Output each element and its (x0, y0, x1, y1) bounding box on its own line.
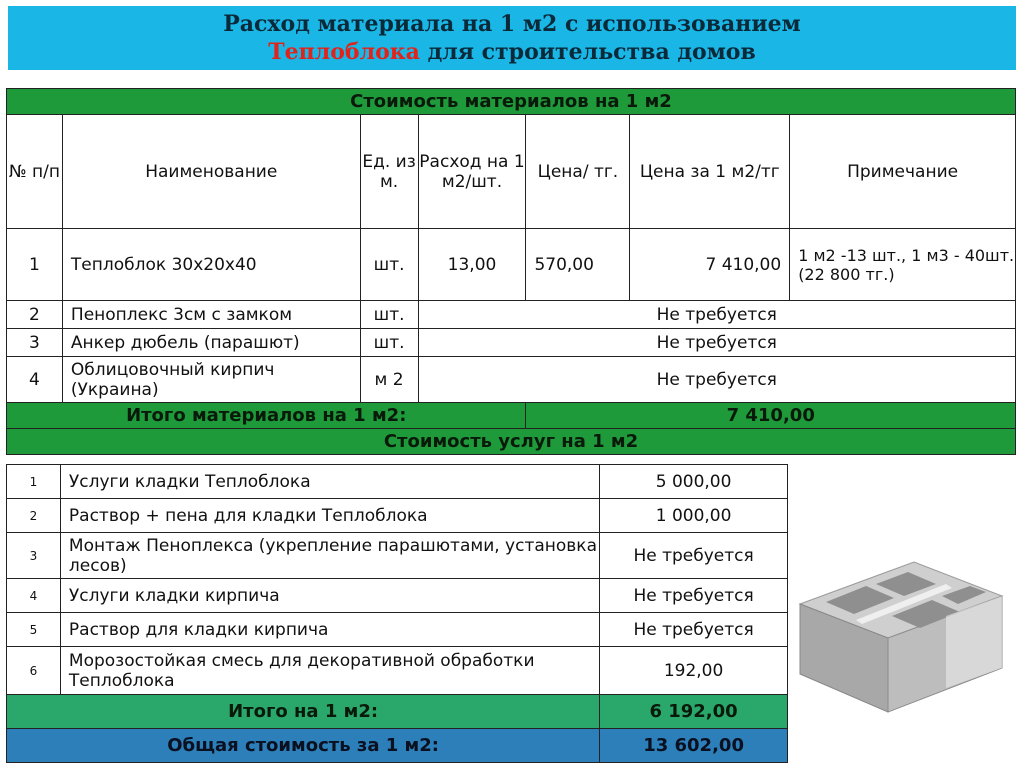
title-rest: для строительства домов (419, 39, 756, 65)
teploblock-image (796, 556, 1006, 716)
header-unit: Ед. из м. (360, 115, 418, 229)
services-table (6, 464, 788, 763)
row-num: 4 (7, 579, 61, 613)
row-num: 3 (7, 329, 63, 357)
row-value: Не требуется (600, 533, 788, 579)
row-num: 1 (7, 229, 63, 301)
table-row (7, 301, 1016, 329)
table-row (7, 647, 788, 695)
title-accent: Теплоблока (268, 39, 420, 65)
materials-total-label: Итого материалов на 1 м2: (7, 403, 526, 429)
row-merged: Не требуется (418, 301, 1015, 329)
row-num: 2 (7, 499, 61, 533)
row-usage: 13,00 (418, 229, 526, 301)
table-row (7, 357, 1016, 403)
title-line-1: Расход материала на 1 м2 с использованием (223, 11, 801, 37)
header-price: Цена/ тг. (526, 115, 630, 229)
header-note: Примечание (790, 115, 1016, 229)
row-name: Морозостойкая смесь для декоративной обработки Теплоблока (60, 647, 599, 695)
row-value: 5 000,00 (600, 465, 788, 499)
table-row (7, 499, 788, 533)
row-unit: м 2 (360, 357, 418, 403)
header-price-m2: Цена за 1 м2/тг (630, 115, 790, 229)
materials-section-title: Стоимость материалов на 1 м2 (7, 89, 1016, 115)
row-note: 1 м2 -13 шт., 1 м3 - 40шт. (22 800 тг.) (790, 229, 1016, 301)
row-name: Теплоблок 30х20х40 (62, 229, 360, 301)
table-row (7, 329, 1016, 357)
row-value: Не требуется (600, 613, 788, 647)
row-price: 570,00 (526, 229, 630, 301)
header-usage: Расход на 1 м2/шт. (418, 115, 526, 229)
materials-table (6, 88, 1016, 455)
row-name: Пеноплекс 3см с замком (62, 301, 360, 329)
row-num: 6 (7, 647, 61, 695)
row-name: Раствор + пена для кладки Теплоблока (60, 499, 599, 533)
row-value: 1 000,00 (600, 499, 788, 533)
row-unit: шт. (360, 229, 418, 301)
table-row (7, 229, 1016, 301)
services-total-label: Итого на 1 м2: (7, 695, 600, 729)
row-num: 4 (7, 357, 63, 403)
row-name: Анкер дюбель (парашют) (62, 329, 360, 357)
page-title (8, 6, 1016, 70)
table-row (7, 533, 788, 579)
row-price-m2: 7 410,00 (630, 229, 790, 301)
row-value: Не требуется (600, 579, 788, 613)
services-section-title: Стоимость услуг на 1 м2 (7, 429, 1016, 455)
title-line-2 (8, 38, 1016, 66)
row-merged: Не требуется (418, 357, 1015, 403)
materials-total-value: 7 410,00 (526, 403, 1016, 429)
row-name: Услуги кладки кирпича (60, 579, 599, 613)
row-num: 3 (7, 533, 61, 579)
table-row (7, 465, 788, 499)
row-merged: Не требуется (418, 329, 1015, 357)
row-name: Услуги кладки Теплоблока (60, 465, 599, 499)
row-name: Монтаж Пеноплекса (укрепление парашютами, установка лесов) (60, 533, 599, 579)
row-name: Раствор для кладки кирпича (60, 613, 599, 647)
row-num: 1 (7, 465, 61, 499)
row-num: 2 (7, 301, 63, 329)
row-unit: шт. (360, 301, 418, 329)
row-name: Облицовочный кирпич (Украина) (62, 357, 360, 403)
header-name: Наименование (62, 115, 360, 229)
services-total-value: 6 192,00 (600, 695, 788, 729)
grand-total-value: 13 602,00 (600, 729, 788, 763)
row-value: 192,00 (600, 647, 788, 695)
row-unit: шт. (360, 329, 418, 357)
table-row (7, 579, 788, 613)
grand-total-label: Общая стоимость за 1 м2: (7, 729, 600, 763)
row-num: 5 (7, 613, 61, 647)
table-row (7, 613, 788, 647)
header-num: № п/п (7, 115, 63, 229)
